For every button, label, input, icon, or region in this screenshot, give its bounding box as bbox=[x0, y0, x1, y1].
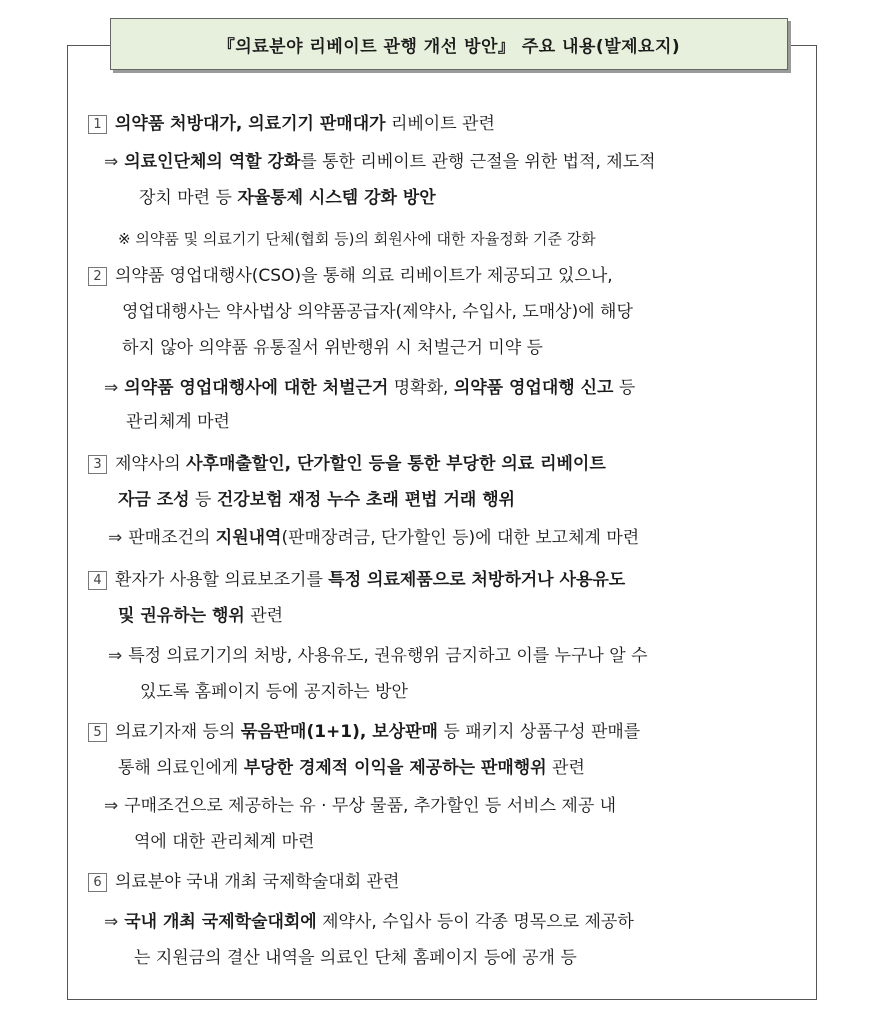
bold-text-run: 사후매출할인, 단가할인 등을 통한 부당한 의료 리베이트 bbox=[186, 454, 606, 474]
item-4-heading bbox=[88, 568, 807, 594]
bold-text-run: 의약품 영업대행사에 대한 처벌근거 bbox=[124, 378, 389, 398]
item-3-heading bbox=[88, 452, 807, 478]
item-number: 4 bbox=[88, 571, 107, 590]
document-title: 『의료분야 리베이트 관행 개선 방안』 주요 내용(발제요지) bbox=[110, 18, 788, 70]
rich bbox=[118, 490, 515, 510]
bold-text-run: 지원내역 bbox=[215, 528, 282, 548]
bold-text-run: 특정 의료제품으로 처방하거나 사용유도 bbox=[328, 570, 626, 590]
rich bbox=[118, 606, 283, 626]
rich bbox=[128, 528, 639, 548]
item-number: 1 bbox=[88, 115, 107, 134]
item-3-text-2 bbox=[118, 488, 807, 514]
item-number: 3 bbox=[88, 455, 107, 474]
item-1-note: ※ 의약품 및 의료기기 단체(협회 등)의 회원사에 대한 자율정화 기준 강화 bbox=[118, 230, 596, 248]
item-2-arrow-line-2: 관리체계 마련 bbox=[126, 412, 230, 432]
rich bbox=[115, 454, 606, 474]
item-2-text-3: 하지 않아 의약품 유통질서 위반행위 시 처벌근거 미약 등 bbox=[122, 338, 543, 358]
text-run: 관련 bbox=[244, 606, 284, 626]
rich bbox=[139, 188, 436, 208]
text-run: 의료기자재 등의 bbox=[115, 722, 241, 742]
bold-text-run: 자금 조성 bbox=[118, 490, 190, 510]
item-1-arrow-line-1 bbox=[104, 150, 807, 176]
item-2-arrow-line-1 bbox=[104, 376, 807, 402]
arrow-icon: ⇒ bbox=[104, 796, 119, 816]
item-4-arrow-text-1: 특정 의료기기의 처방, 사용유도, 권유행위 금지하고 이를 누구나 알 수 bbox=[128, 646, 648, 666]
item-6-arrow-line-2: 는 지원금의 결산 내역을 의료인 단체 홈페이지 등에 공개 등 bbox=[134, 948, 577, 968]
item-number: 6 bbox=[88, 873, 107, 892]
text-run: 리베이트 관련 bbox=[385, 114, 495, 134]
item-5-heading bbox=[88, 720, 807, 746]
text-run: 판매조건의 bbox=[128, 528, 216, 548]
bold-text-run: 및 권유하는 행위 bbox=[118, 606, 245, 626]
text-run: 등 bbox=[613, 378, 636, 398]
text-run: 관련 bbox=[546, 758, 585, 778]
item-5-text-2 bbox=[118, 756, 807, 782]
item-2-text-1: 의약품 영업대행사(CSO)을 통해 의료 리베이트가 제공되고 있으나, bbox=[115, 266, 613, 286]
text-run: 제약사의 bbox=[115, 454, 187, 474]
arrow-icon: ⇒ bbox=[108, 646, 123, 666]
text-run: (판매장려금, 단가할인 등)에 대한 보고체계 마련 bbox=[281, 528, 640, 548]
text-run: 를 통한 리베이트 관행 근절을 위한 법적, 제도적 bbox=[300, 152, 656, 172]
item-6-text-1: 의료분야 국내 개최 국제학술대회 관련 bbox=[115, 872, 400, 892]
bold-text-run: 의약품 처방대가, 의료기기 판매대가 bbox=[115, 114, 386, 134]
text-run: 환자가 사용할 의료보조기를 bbox=[115, 570, 329, 590]
item-4-text-2 bbox=[118, 604, 807, 630]
text-run: 명확화, bbox=[388, 378, 454, 398]
item-1-arrow-line-2 bbox=[139, 186, 807, 212]
text-run: 등 bbox=[189, 490, 217, 510]
item-2-heading bbox=[88, 264, 807, 290]
item-6-heading bbox=[88, 870, 807, 896]
arrow-icon: ⇒ bbox=[104, 912, 119, 932]
item-2-text-2: 영업대행사는 약사법상 의약품공급자(제약사, 수입사, 도매상)에 해당 bbox=[122, 302, 633, 322]
rich bbox=[115, 570, 625, 590]
arrow-icon: ⇒ bbox=[104, 152, 119, 172]
bold-text-run: 자율통제 시스템 강화 방안 bbox=[237, 188, 436, 208]
bold-text-run: 의료인단체의 역할 강화 bbox=[124, 152, 301, 172]
rich bbox=[124, 912, 634, 932]
item-number: 5 bbox=[88, 723, 107, 742]
item-3-arrow-line-1 bbox=[108, 526, 807, 552]
rich bbox=[115, 722, 640, 742]
text-run: 장치 마련 등 bbox=[139, 188, 238, 208]
rich bbox=[124, 152, 655, 172]
bold-text-run: 건강보험 재정 누수 초래 편법 거래 행위 bbox=[216, 490, 516, 510]
item-5-arrow-text-1: 구매조건으로 제공하는 유 · 무상 물품, 추가할인 등 서비스 제공 내 bbox=[124, 796, 617, 816]
item-number: 2 bbox=[88, 267, 107, 286]
item-1-heading bbox=[88, 112, 807, 138]
rich bbox=[124, 378, 635, 398]
arrow-icon: ⇒ bbox=[104, 378, 119, 398]
item-5-arrow-line-2: 역에 대한 관리체계 마련 bbox=[134, 832, 315, 852]
bold-text-run: 의약품 영업대행 신고 bbox=[453, 378, 614, 398]
rich bbox=[115, 114, 495, 134]
item-5-arrow-line-1 bbox=[104, 794, 807, 820]
text-run: 제약사, 수입사 등이 각종 명목으로 제공하 bbox=[316, 912, 634, 932]
text-run: 통해 의료인에게 bbox=[118, 758, 244, 778]
text-run: 등 패키지 상품구성 판매를 bbox=[437, 722, 641, 742]
item-4-arrow-line-2: 있도록 홈페이지 등에 공지하는 방안 bbox=[140, 682, 408, 702]
bold-text-run: 국내 개최 국제학술대회에 bbox=[124, 912, 317, 932]
bold-text-run: 묶음판매(1+1), 보상판매 bbox=[240, 722, 438, 742]
rich bbox=[118, 758, 585, 778]
item-4-arrow-line-1 bbox=[108, 644, 807, 670]
item-6-arrow-line-1 bbox=[104, 910, 807, 936]
bold-text-run: 부당한 경제적 이익을 제공하는 판매행위 bbox=[243, 758, 547, 778]
arrow-icon: ⇒ bbox=[108, 528, 123, 548]
